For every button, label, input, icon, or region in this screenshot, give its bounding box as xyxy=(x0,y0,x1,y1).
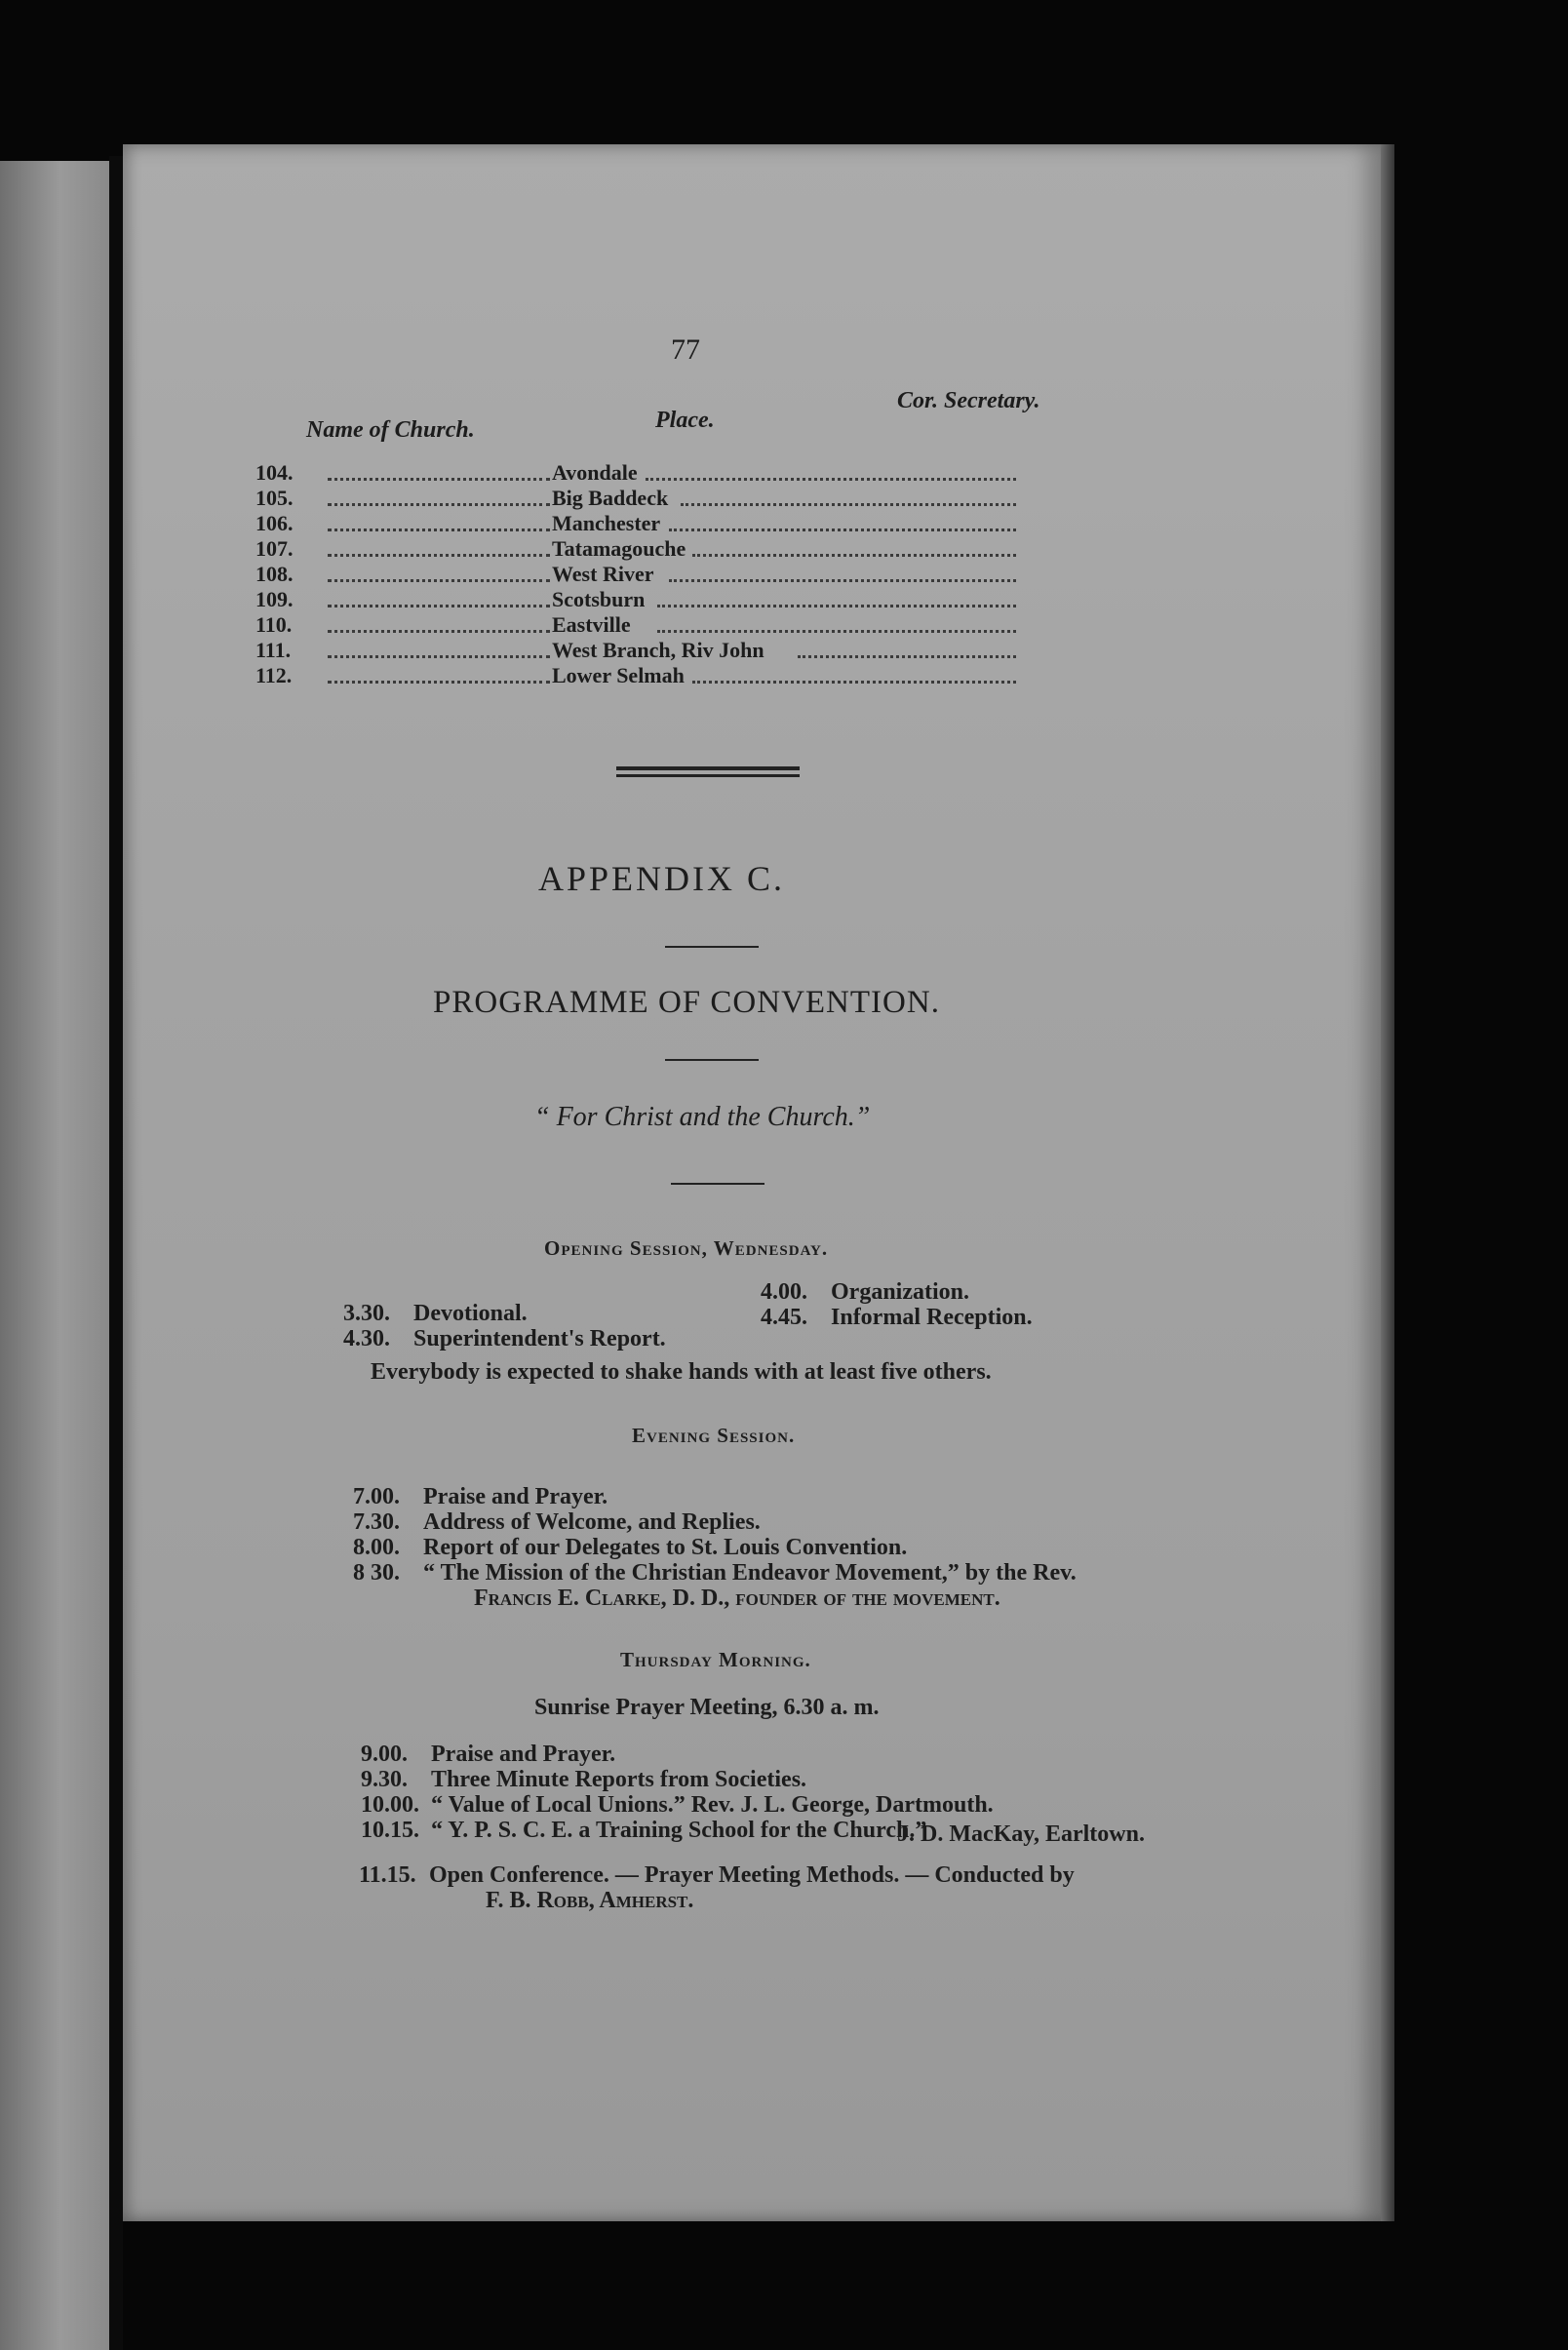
rule-2 xyxy=(665,1059,759,1061)
evening-item-4 xyxy=(353,1560,1077,1586)
table-row xyxy=(255,460,1055,486)
row-number: 104. xyxy=(255,460,294,485)
item-text: Organization. xyxy=(831,1279,969,1305)
time: 8.00. xyxy=(353,1535,400,1560)
time: 9.30. xyxy=(361,1767,408,1792)
table-row xyxy=(255,562,1055,587)
leader-dots xyxy=(798,655,1016,658)
leader-dots xyxy=(328,503,550,506)
time: 10.15. xyxy=(361,1818,419,1843)
leader-dots xyxy=(328,655,550,658)
leader-dots xyxy=(669,579,1016,582)
table-row xyxy=(255,612,1055,638)
evening-item-2 xyxy=(353,1509,761,1536)
row-number: 108. xyxy=(255,562,294,586)
thursday-item-2 xyxy=(361,1767,806,1793)
leader-dots xyxy=(328,630,550,633)
opening-note: Everybody is expected to shake hands with at least five others. xyxy=(371,1359,992,1385)
thursday-item-3 xyxy=(361,1792,994,1819)
double-rule-top xyxy=(616,766,800,770)
leader-dots xyxy=(328,681,550,684)
page-number: 77 xyxy=(671,333,700,366)
rule-3 xyxy=(671,1183,764,1185)
leader-dots xyxy=(657,630,1016,633)
time: 4.30. xyxy=(343,1326,390,1351)
leader-dots xyxy=(669,529,1016,531)
item-text: “ Y. P. S. C. E. a Training School for the Church.” xyxy=(431,1818,927,1843)
book-spine xyxy=(109,156,123,2350)
item-text: Address of Welcome, and Replies. xyxy=(423,1509,761,1535)
thursday-item-1 xyxy=(361,1742,615,1768)
place-name: Manchester xyxy=(552,511,661,535)
opening-item-2 xyxy=(343,1326,666,1352)
place-name: Big Baddeck xyxy=(552,486,669,510)
item-text: Praise and Prayer. xyxy=(423,1484,608,1509)
place-name: West Branch, Riv John xyxy=(552,638,764,662)
place-name: Tatamagouche xyxy=(552,536,686,561)
table-row xyxy=(255,663,1055,688)
item-text: Superintendent's Report. xyxy=(413,1326,666,1351)
column-header-name: Name of Church. xyxy=(306,417,475,443)
time: 7.00. xyxy=(353,1484,400,1509)
item-text: “ Value of Local Unions.” Rev. J. L. George, Dartmouth. xyxy=(431,1792,994,1818)
row-number: 109. xyxy=(255,587,294,611)
programme-title: PROGRAMME OF CONVENTION. xyxy=(433,985,940,1020)
place-name: Eastville xyxy=(552,612,631,637)
leader-dots xyxy=(646,478,1016,481)
time: 10.00. xyxy=(361,1792,419,1818)
item-text: “ The Mission of the Christian Endeavor Movement,” by the Rev. xyxy=(423,1560,1077,1586)
row-number: 110. xyxy=(255,612,293,637)
time: 4.00. xyxy=(761,1279,807,1305)
item-text: Informal Reception. xyxy=(831,1305,1033,1330)
row-number: 105. xyxy=(255,486,294,510)
time: 11.15. xyxy=(359,1862,416,1888)
time: 4.45. xyxy=(761,1305,807,1330)
table-row xyxy=(255,638,1055,663)
opening-item-3 xyxy=(761,1279,969,1306)
page-edge xyxy=(1381,144,1394,2221)
speaker: J. D. MacKay, Earltown. xyxy=(897,1821,1145,1847)
row-number: 106. xyxy=(255,511,294,535)
item-text: Report of our Delegates to St. Louis Convention. xyxy=(423,1535,908,1560)
table-row xyxy=(255,536,1055,562)
leader-dots xyxy=(328,554,550,557)
leader-dots xyxy=(328,579,550,582)
place-name: Lower Selmah xyxy=(552,663,685,687)
opening-item-1 xyxy=(343,1301,528,1327)
sunrise-meeting: Sunrise Prayer Meeting, 6.30 a. m. xyxy=(534,1695,880,1720)
table-row xyxy=(255,511,1055,536)
conference-continuation: F. B. Robb, Amherst. xyxy=(486,1888,694,1913)
time: 8 30. xyxy=(353,1560,400,1586)
row-number: 107. xyxy=(255,536,294,561)
evening-session-heading: Evening Session. xyxy=(632,1424,796,1447)
leader-dots xyxy=(681,503,1016,506)
leader-dots xyxy=(692,554,1016,557)
item-text: Three Minute Reports from Societies. xyxy=(431,1767,807,1792)
open-conference xyxy=(359,1862,1075,1889)
leader-dots xyxy=(328,605,550,607)
leader-dots xyxy=(328,478,550,481)
rule-1 xyxy=(665,946,759,948)
opening-item-4 xyxy=(761,1305,1033,1331)
item-text: Open Conference. — Prayer Meeting Methods. — Conducted by xyxy=(429,1862,1075,1888)
time: 7.30. xyxy=(353,1509,400,1535)
leader-dots xyxy=(657,605,1016,607)
motto: “ For Christ and the Church.” xyxy=(534,1102,871,1132)
row-number: 112. xyxy=(255,663,293,687)
place-name: West River xyxy=(552,562,654,586)
table-row xyxy=(255,486,1055,511)
double-rule-bottom xyxy=(616,774,800,777)
thursday-item-4 xyxy=(361,1818,926,1844)
item-text: Devotional. xyxy=(413,1301,528,1326)
row-number: 111. xyxy=(255,638,292,662)
time: 9.00. xyxy=(361,1742,408,1767)
evening-continuation: Francis E. Clarke, D. D., founder of the movement. xyxy=(474,1586,1000,1611)
time: 3.30. xyxy=(343,1301,390,1326)
item-text: Praise and Prayer. xyxy=(431,1742,616,1767)
place-name: Scotsburn xyxy=(552,587,646,611)
opening-session-heading: Opening Session, Wednesday. xyxy=(544,1236,829,1260)
evening-item-3 xyxy=(353,1535,907,1561)
previous-page-edge xyxy=(0,161,109,2350)
column-header-secretary: Cor. Secretary. xyxy=(897,388,1040,413)
table-row xyxy=(255,587,1055,612)
thursday-morning-heading: Thursday Morning. xyxy=(620,1648,811,1671)
leader-dots xyxy=(328,529,550,531)
place-name: Avondale xyxy=(552,460,638,485)
column-header-place: Place. xyxy=(655,408,715,433)
appendix-title: APPENDIX C. xyxy=(538,859,786,898)
leader-dots xyxy=(692,681,1016,684)
evening-item-1 xyxy=(353,1484,608,1510)
